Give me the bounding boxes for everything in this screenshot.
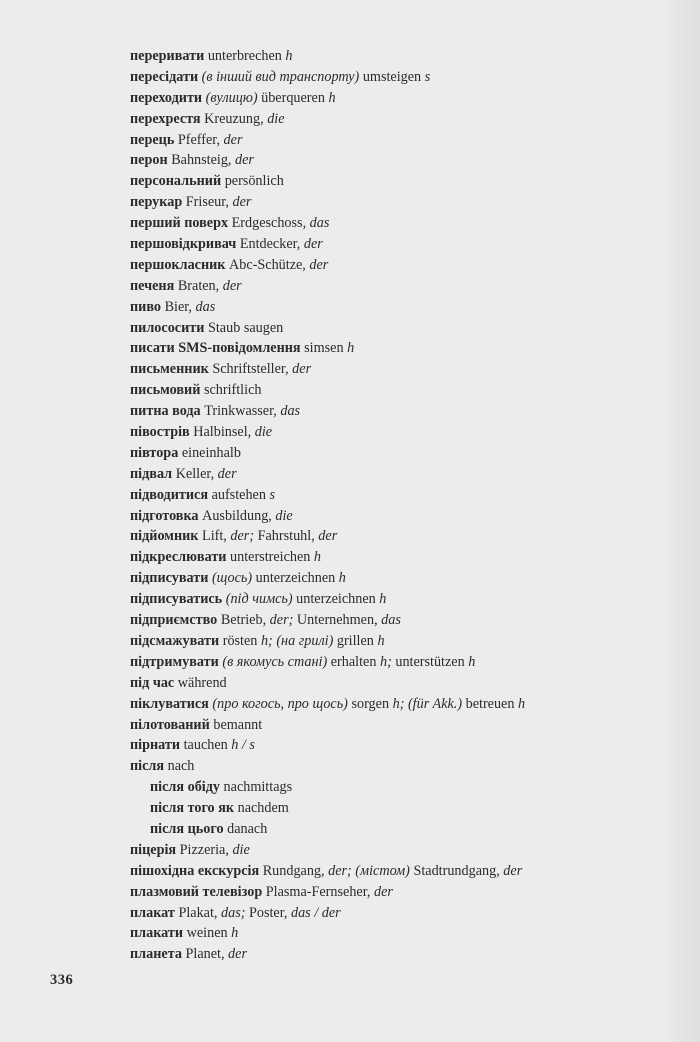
translation: unterzeichnen [292,591,380,608]
translation: unterzeichnen [252,570,339,587]
dictionary-entry [130,276,670,297]
headword: печеня [130,277,175,294]
translation: betreuen [462,695,518,712]
dictionary-entries [130,46,670,965]
translation: Erdgeschoss, [228,215,310,232]
headword: підготовка [130,507,199,524]
translation: Poster, [245,904,291,921]
dictionary-entry [130,694,670,715]
dictionary-entry [130,735,670,756]
article: der; [269,612,294,629]
headword: перукар [130,194,183,211]
translation: Braten, [174,277,223,294]
headword: питна вода [130,403,201,420]
dictionary-entry [130,109,670,130]
dictionary-entry [130,506,670,527]
sub-entry [130,819,670,840]
headword: перець [130,131,175,148]
dictionary-entry [130,923,670,944]
usage-note: der; (містом) [328,862,410,879]
dictionary-entry [130,485,670,506]
article: das; [221,904,246,921]
translation: persönlich [221,173,284,190]
usage-note: (в якомусь стані) [222,653,328,670]
usage-note: h [468,653,476,670]
translation: Abc-Schütze, [225,256,310,273]
translation: weinen [183,925,232,942]
dictionary-entry [130,715,670,736]
translation: Plakat, [174,904,221,921]
dictionary-entry [130,171,670,192]
article: das [381,612,401,629]
article: der [303,236,323,253]
dictionary-entry [130,401,670,422]
headword: підтримувати [130,653,219,670]
headword: під час [130,674,175,691]
headword: пересідати [130,68,199,85]
dictionary-entry [130,568,670,589]
headword: після обіду [150,779,220,796]
translation: Pizzeria, [176,841,233,858]
usage-note: (в інший вид транспорту) [201,68,360,85]
dictionary-entry [130,547,670,568]
usage-note: h [379,591,387,608]
article: der [318,528,338,545]
headword: піклуватися [130,695,209,712]
sub-entry [130,777,670,798]
dictionary-entry [130,213,670,234]
dictionary-entry [130,652,670,673]
headword: перший поверх [130,215,229,232]
headword: планета [130,946,182,963]
translation: tauchen [180,737,232,754]
dictionary-entry [130,673,670,694]
usage-note: h / s [231,737,255,754]
translation: Rundgang, [259,862,329,879]
article: das [309,215,330,232]
translation: Betrieb, [217,612,270,629]
dictionary-entry [130,526,670,547]
article: die [232,841,250,858]
headword: писати SMS-повідомлення [130,340,301,357]
translation: simsen [300,340,348,357]
translation: rösten [219,632,261,649]
translation: Fahrstuhl, [254,528,319,545]
translation: Staub saugen [204,319,284,336]
translation: schriftlich [200,382,262,399]
dictionary-entry [130,255,670,276]
dictionary-entry [130,861,670,882]
article: der [217,465,237,482]
headword: після цього [150,820,224,837]
dictionary-entry [130,610,670,631]
usage-note: h [338,570,346,587]
dictionary-entry [130,589,670,610]
headword: після того як [150,800,235,817]
translation: nach [164,758,195,775]
headword: пилососити [130,319,205,336]
usage-note: h [328,89,336,106]
headword: переходити [130,89,203,106]
usage-note: h; (für Akk.) [392,695,463,712]
article: der [373,883,393,900]
headword: підводитися [130,486,209,503]
sub-entry [130,798,670,819]
headword: підписувати [130,570,209,587]
headword: підписуватись [130,591,223,608]
usage-note: h [518,695,526,712]
headword: першовідкривач [130,236,237,253]
headword: плакат [130,904,175,921]
translation: überqueren [257,89,329,106]
dictionary-entry [130,46,670,67]
article: der [235,152,254,169]
translation: umsteigen [359,68,425,85]
article: der; [230,528,255,545]
headword: підвал [130,465,173,482]
dictionary-entry [130,903,670,924]
usage-note: h [285,48,293,64]
translation: Planet, [181,946,229,963]
translation: Pfeffer, [174,131,224,148]
headword: пірнати [130,737,181,754]
usage-note: (про когось, про щось) [212,695,348,712]
usage-note: h [231,925,239,942]
headword: письмовий [130,382,201,399]
dictionary-entry [130,756,670,777]
headword: півтора [130,444,179,461]
translation: Schriftsteller, [208,361,293,378]
article: der [222,277,242,294]
translation: Halbinsel, [189,424,255,441]
translation: eineinhalb [178,444,241,461]
translation: Friseur, [182,194,233,211]
headword: письменник [130,361,209,378]
dictionary-entry [130,67,670,88]
headword: пиво [130,298,162,315]
dictionary-entry [130,631,670,652]
article: die [254,424,273,441]
headword: перехрестя [130,110,201,127]
dictionary-entry [130,359,670,380]
headword: після [130,758,165,775]
headword: підсмажувати [130,632,220,649]
translation: danach [223,820,268,837]
dictionary-entry [130,464,670,485]
article: der [223,131,243,148]
usage-note: h; (на грилі) [260,632,334,649]
translation: Stadtrundgang, [409,862,504,879]
dictionary-entry [130,422,670,443]
headword: перон [130,152,168,169]
usage-note: (щось) [211,570,253,587]
dictionary-entry [130,234,670,255]
headword: плазмовий телевізор [130,883,263,900]
article: der [292,361,312,378]
usage-note: h; [379,653,392,670]
dictionary-entry [130,882,670,903]
article: der [232,194,252,211]
headword: першокласник [130,256,226,273]
translation: Trinkwasser, [200,403,281,420]
page-number: 336 [50,972,74,988]
headword: підкреслювати [130,549,227,566]
headword: пілотований [130,716,210,733]
dictionary-entry [130,130,670,151]
dictionary-entry [130,944,670,965]
usage-note: h [313,549,322,566]
article: die [267,110,285,127]
translation: Unternehmen, [293,612,382,629]
translation: grillen [333,632,378,649]
translation: sorgen [347,695,393,712]
headword: переривати [130,48,205,64]
article: der [228,946,247,963]
translation: Plasma-Fernseher, [262,883,374,900]
translation: Ausbildung, [198,507,276,524]
dictionary-entry [130,443,670,464]
usage-note: (під чимсь) [225,591,293,608]
translation: bemannt [209,716,263,733]
translation: nachmittags [220,779,293,796]
usage-note: h [377,632,385,649]
article: das / der [290,904,341,921]
dictionary-entry [130,338,670,359]
article: das [195,298,216,315]
headword: пішохідна екскурсія [130,862,260,879]
article: die [275,507,293,524]
translation: Keller, [172,465,218,482]
translation: unterstützen [391,653,469,670]
translation: erhalten [327,653,380,670]
headword: підприємство [130,612,218,629]
article: das [280,403,301,420]
headword: півострів [130,424,190,441]
translation: unterbrechen [204,48,286,64]
translation: aufstehen [208,486,270,503]
translation: Kreuzung, [200,110,268,127]
headword: підйомник [130,528,199,545]
article: der [503,862,523,879]
translation: Entdecker, [236,236,304,253]
dictionary-entry [130,297,670,318]
article: der [309,256,329,273]
dictionary-entry [130,88,670,109]
translation: Bier, [161,298,196,315]
translation: unterstreichen [226,549,314,566]
translation: Lift, [198,528,231,545]
usage-note: s [269,486,276,503]
dictionary-entry [130,840,670,861]
dictionary-entry [130,150,670,171]
headword: персональний [130,173,222,190]
dictionary-entry [130,380,670,401]
usage-note: s [424,68,431,85]
headword: плакати [130,925,184,942]
usage-note: (вулицю) [205,89,258,106]
translation: während [174,674,227,691]
usage-note: h [347,340,355,357]
dictionary-entry [130,318,670,339]
headword: піцерія [130,841,177,858]
dictionary-entry [130,192,670,213]
translation: nachdem [234,800,289,817]
translation: Bahnsteig, [167,152,236,169]
